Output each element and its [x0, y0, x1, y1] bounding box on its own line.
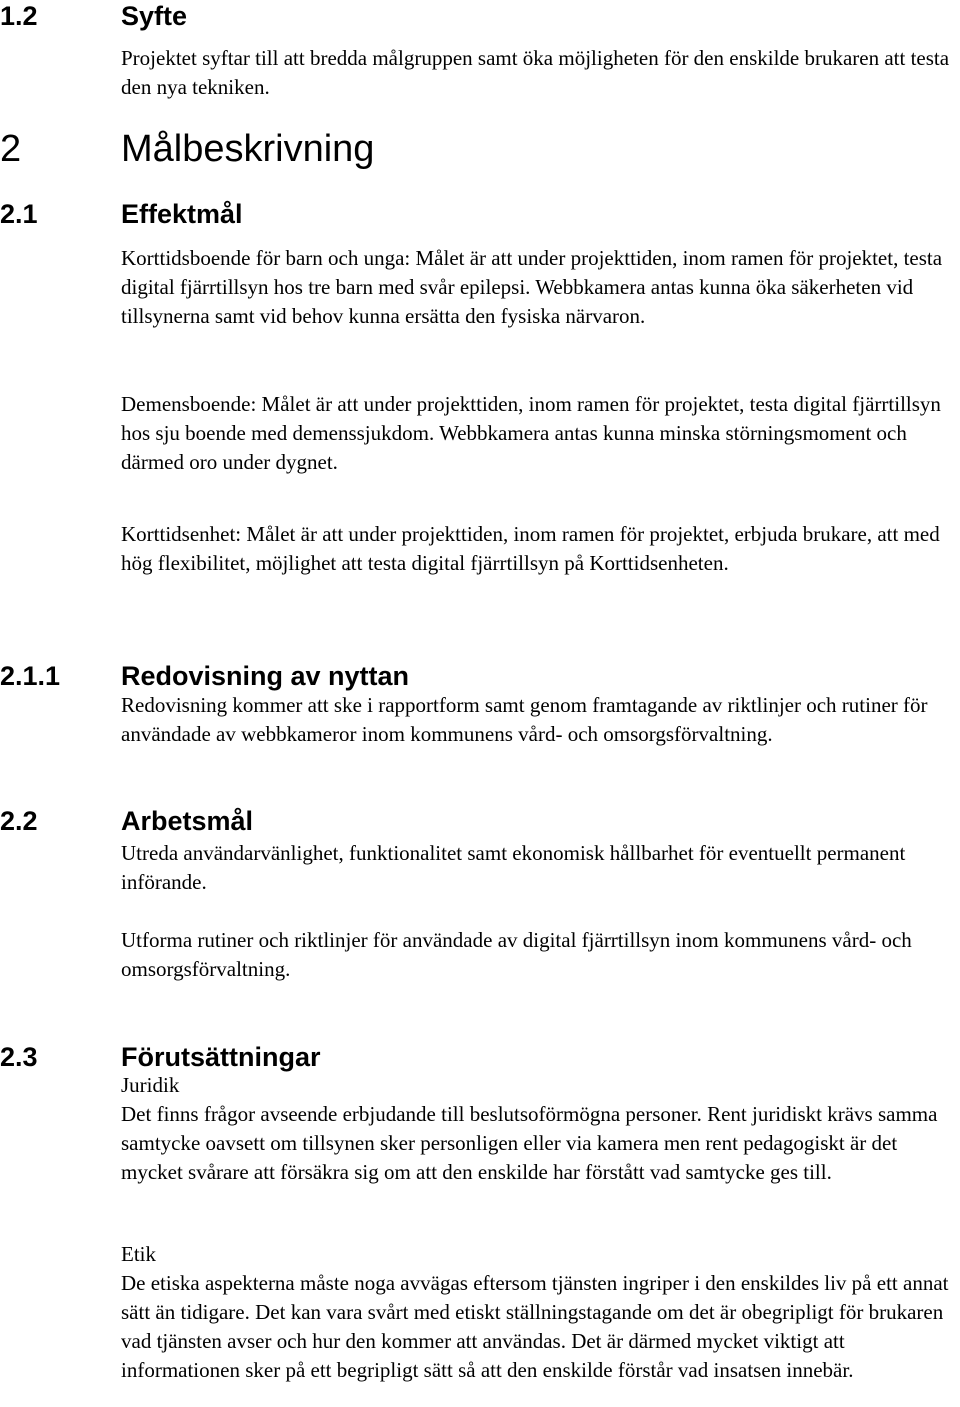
effektmal-paragraph-3: [121, 520, 957, 578]
section-title: Effektmål: [121, 199, 243, 229]
paragraph: De etiska aspekterna måste noga avvägas eftersom tjänsten ingriper i den enskildes liv på ett annat sätt än tidigare. Det kan vara svårt med etiskt ställningstagande om det är obegripligt för brukaren vad tjänsten avser och hur den kommer att användas. Det är därmed mycket viktigt att informationen sker på ett begripligt sätt så att den enskilde förstår vad insatsen innebär.: [121, 1271, 949, 1382]
paragraph: Korttidsboende för barn och unga: Målet är att under projekttiden, inom ramen för projektet, testa digital fjärrtillsyn hos tre barn med svår epilepsi. Webbkamera antas kunna öka säkerheten vid tillsynerna samt vid behov kunna ersätta den fysiska närvaron.: [121, 246, 943, 328]
paragraph: Projektet syftar till att bredda målgruppen samt öka möjligheten för den enskilde brukaren att testa den nya tekniken.: [121, 46, 950, 99]
arbetsmal-paragraph-2: [121, 926, 957, 984]
subheading-etik: Etik: [121, 1242, 156, 1266]
effektmal-paragraph-2: [121, 390, 957, 477]
paragraph: Utreda användarvänlighet, funktionalitet samt ekonomisk hållbarhet för eventuellt permanent införande.: [121, 841, 906, 894]
section-title: Arbetsmål: [121, 806, 254, 836]
paragraph: Demensboende: Målet är att under projekttiden, inom ramen för projektet, testa digital fjärrtillsyn hos sju boende med demenssjukdom. Webbkamera antas kunna minska störningsmoment och därmed oro under dygnet.: [121, 392, 941, 474]
section-number: 2.3: [0, 1042, 38, 1072]
subheading-juridik: Juridik: [121, 1073, 180, 1097]
juridik-text: [121, 1100, 957, 1187]
paragraph: Utforma rutiner och riktlinjer för användade av digital fjärrtillsyn inom kommunens vård- och omsorgsförvaltning.: [121, 928, 912, 981]
section-number: 2.2: [0, 806, 38, 836]
paragraph: Det finns frågor avseende erbjudande till beslutsoförmögna personer. Rent juridiskt krävs samma samtycke oavsett om tillsynen sker personligen eller via kamera men rent pedagogiskt är det mycket svårare att försäkra sig om att den enskilde har förstått vad samtycke ges till.: [121, 1102, 938, 1184]
effektmal-paragraph-1: [121, 244, 957, 331]
syfte-text: [121, 44, 957, 102]
section-title: Syfte: [121, 1, 188, 31]
paragraph: Redovisning kommer att ske i rapportform samt genom framtagande av riktlinjer och rutiner för användade av webbkameror inom kommunens vård- och omsorgsförvaltning.: [121, 693, 928, 746]
section-title: Förutsättningar: [121, 1042, 321, 1072]
paragraph: Korttidsenhet: Målet är att under projekttiden, inom ramen för projektet, erbjuda brukare, att med hög flexibilitet, möjlighet att testa digital fjärrtillsyn på Korttidsenheten.: [121, 522, 940, 575]
section-title: Redovisning av nyttan: [121, 661, 410, 691]
redovisning-text: [121, 691, 957, 749]
section-title: Målbeskrivning: [121, 128, 375, 170]
section-number: 1.2: [0, 1, 38, 31]
arbetsmal-paragraph-1: [121, 839, 957, 897]
etik-text: [121, 1269, 957, 1385]
section-number: 2.1: [0, 199, 38, 229]
section-number: 2: [0, 128, 22, 170]
section-number: 2.1.1: [0, 661, 61, 691]
